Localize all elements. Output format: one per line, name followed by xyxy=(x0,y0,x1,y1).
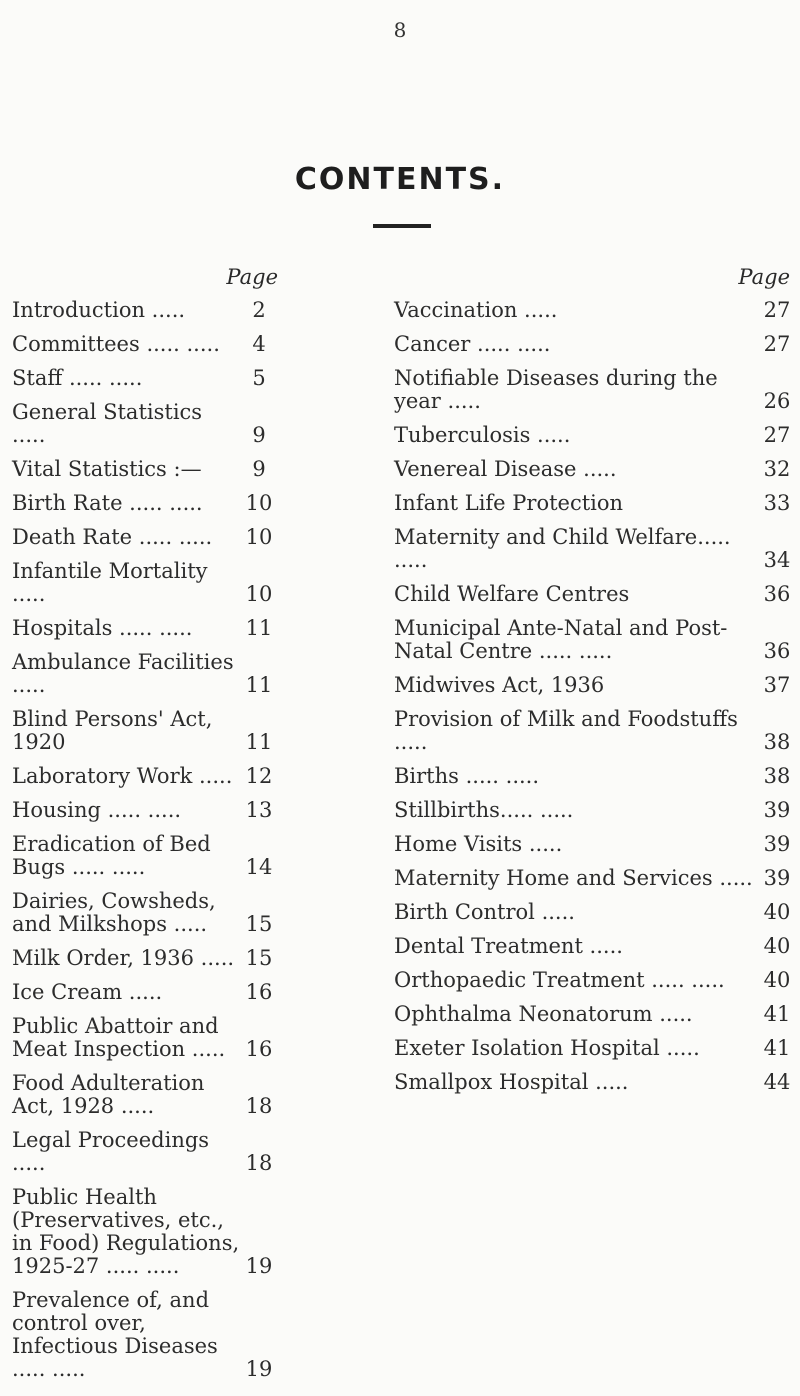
contents-entry xyxy=(12,799,338,822)
entry-label: Dairies, Cowsheds, and Milkshops ..... xyxy=(12,889,216,936)
entry-page-number: 39 xyxy=(763,832,791,856)
entry-page-number: 11 xyxy=(245,673,273,697)
contents-entry xyxy=(394,901,796,924)
entry-label: Laboratory Work ..... xyxy=(12,764,233,788)
entry-label: Vital Statistics :— xyxy=(12,457,202,481)
contents-entry xyxy=(12,890,338,936)
title-rule xyxy=(373,224,431,228)
entry-page-number: 26 xyxy=(763,389,791,413)
entry-page-number: 39 xyxy=(763,798,791,822)
entry-label: Provision of Milk and Foodstuffs ..... xyxy=(394,707,738,754)
contents-entry xyxy=(12,560,338,606)
entry-label: Housing ..... ..... xyxy=(12,798,182,822)
contents-entry xyxy=(12,1129,338,1175)
entry-page-number: 19 xyxy=(245,1254,273,1278)
entry-page-number: 38 xyxy=(763,730,791,754)
entry-page-number: 40 xyxy=(763,968,791,992)
contents-entry xyxy=(12,1015,338,1061)
entry-page-number: 2 xyxy=(252,298,266,322)
contents-entry xyxy=(12,947,338,970)
right-entry-list xyxy=(394,299,796,1094)
entry-label: Infantile Mortality ..... xyxy=(12,559,208,606)
contents-entry xyxy=(394,1003,796,1026)
entry-label: Midwives Act, 1936 xyxy=(394,673,605,697)
entry-page-number: 27 xyxy=(763,332,791,356)
entry-label: Public Health (Preservatives, etc., in Food) Regulations, 1925-27 ..... ..... xyxy=(12,1185,240,1278)
entry-label: Blind Persons' Act, 1920 xyxy=(12,707,213,754)
entry-page-number: 40 xyxy=(763,934,791,958)
contents-entry xyxy=(12,1072,338,1118)
entry-label: Venereal Disease ..... xyxy=(394,457,617,481)
entry-label: Ambulance Facilities ..... xyxy=(12,650,234,697)
entry-page-number: 44 xyxy=(763,1070,791,1094)
entry-page-number: 41 xyxy=(763,1036,791,1060)
entry-label: Smallpox Hospital ..... xyxy=(394,1070,629,1094)
entry-page-number: 39 xyxy=(763,866,791,890)
contents-entry xyxy=(12,833,338,879)
entry-page-number: 15 xyxy=(245,912,273,936)
contents-entry xyxy=(12,333,338,356)
entry-label: Infant Life Protection xyxy=(394,491,624,515)
entry-label: Staff ..... ..... xyxy=(12,366,143,390)
entry-label: Death Rate ..... ..... xyxy=(12,525,213,549)
entry-page-number: 5 xyxy=(252,366,266,390)
contents-entry xyxy=(394,674,796,697)
contents-entry xyxy=(394,617,796,663)
entry-page-number: 16 xyxy=(245,980,273,1004)
entry-page-number: 18 xyxy=(245,1151,273,1175)
entry-page-number: 40 xyxy=(763,900,791,924)
contents-entry xyxy=(12,401,338,447)
entry-page-number: 36 xyxy=(763,639,791,663)
contents-entry xyxy=(12,299,338,322)
entry-label: Maternity Home and Services ..... xyxy=(394,866,753,890)
entry-label: Eradication of Bed Bugs ..... ..... xyxy=(12,832,211,879)
entry-label: Cancer ..... ..... xyxy=(394,332,551,356)
entry-label: Exeter Isolation Hospital ..... xyxy=(394,1036,700,1060)
entry-label: Committees ..... ..... xyxy=(12,332,220,356)
entry-page-number: 19 xyxy=(245,1357,273,1381)
entry-label: Dental Treatment ..... xyxy=(394,934,623,958)
entry-label: Home Visits ..... xyxy=(394,832,563,856)
entry-page-number: 11 xyxy=(245,730,273,754)
page-column-header: Page xyxy=(226,265,278,289)
entry-label: Birth Control ..... xyxy=(394,900,575,924)
entry-label: Ice Cream ..... xyxy=(12,980,163,1004)
contents-entry xyxy=(12,651,338,697)
contents-entry xyxy=(394,458,796,481)
contents-entry xyxy=(394,1071,796,1094)
entry-label: Municipal Ante-Natal and Post-Natal Centre ..... ..... xyxy=(394,616,728,663)
contents-left-column xyxy=(12,266,338,1381)
entry-label: Ophthalma Neonatorum ..... xyxy=(394,1002,693,1026)
contents-entry xyxy=(12,458,338,481)
entry-label: Birth Rate ..... ..... xyxy=(12,491,203,515)
contents-entry xyxy=(394,492,796,515)
page-number: 8 xyxy=(393,18,407,42)
contents-entry xyxy=(394,867,796,890)
entry-label: Milk Order, 1936 ..... xyxy=(12,946,235,970)
entry-label: Vaccination ..... xyxy=(394,298,558,322)
entry-page-number: 18 xyxy=(245,1094,273,1118)
entry-page-number: 10 xyxy=(245,525,273,549)
contents-entry xyxy=(12,526,338,549)
entry-label: Prevalence of, and control over, Infectious Diseases ..... ..... xyxy=(12,1288,218,1381)
entry-page-number: 4 xyxy=(252,332,266,356)
entry-page-number: 10 xyxy=(245,582,273,606)
contents-entry xyxy=(394,1037,796,1060)
entry-page-number: 33 xyxy=(763,491,791,515)
contents-right-column xyxy=(394,266,796,1094)
entry-label: Food Adulteration Act, 1928 ..... xyxy=(12,1071,205,1118)
contents-entry xyxy=(12,367,338,390)
contents-entry xyxy=(394,333,796,356)
entry-page-number: 16 xyxy=(245,1037,273,1061)
entry-page-number: 13 xyxy=(245,798,273,822)
entry-page-number: 34 xyxy=(763,548,791,572)
entry-page-number: 15 xyxy=(245,946,273,970)
contents-entry xyxy=(394,799,796,822)
contents-entry xyxy=(394,708,796,754)
entry-label: Child Welfare Centres xyxy=(394,582,630,606)
entry-label: Orthopaedic Treatment ..... ..... xyxy=(394,968,725,992)
contents-entry xyxy=(12,765,338,788)
entry-page-number: 38 xyxy=(763,764,791,788)
entry-page-number: 9 xyxy=(252,423,266,447)
entry-page-number: 27 xyxy=(763,423,791,447)
entry-page-number: 41 xyxy=(763,1002,791,1026)
entry-page-number: 9 xyxy=(252,457,266,481)
entry-label: General Statistics ..... xyxy=(12,400,203,447)
left-entry-list xyxy=(12,299,338,1381)
entry-page-number: 27 xyxy=(763,298,791,322)
entry-page-number: 11 xyxy=(245,616,273,640)
entry-label: Stillbirths..... ..... xyxy=(394,798,574,822)
contents-entry xyxy=(394,424,796,447)
contents-entry xyxy=(394,526,796,572)
contents-entry xyxy=(12,981,338,1004)
entry-label: Legal Proceedings ..... xyxy=(12,1128,210,1175)
entry-page-number: 12 xyxy=(245,764,273,788)
page-column-header: Page xyxy=(738,265,790,289)
contents-entry xyxy=(394,583,796,606)
contents-entry xyxy=(394,935,796,958)
contents-entry xyxy=(12,1186,338,1278)
entry-label: Births ..... ..... xyxy=(394,764,540,788)
contents-entry xyxy=(394,299,796,322)
page-title: CONTENTS. xyxy=(294,162,506,197)
entry-label: Public Abattoir and Meat Inspection ..... xyxy=(12,1014,226,1061)
entry-page-number: 14 xyxy=(245,855,273,879)
entry-page-number: 10 xyxy=(245,491,273,515)
contents-entry xyxy=(12,708,338,754)
contents-entry xyxy=(12,617,338,640)
contents-entry xyxy=(394,969,796,992)
entry-page-number: 37 xyxy=(763,673,791,697)
contents-entry xyxy=(394,833,796,856)
entry-label: Introduction ..... xyxy=(12,298,186,322)
entry-label: Notifiable Diseases during the year ..... xyxy=(394,366,718,413)
entry-page-number: 32 xyxy=(763,457,791,481)
entry-label: Tuberculosis ..... xyxy=(394,423,571,447)
contents-entry xyxy=(394,367,796,413)
entry-label: Maternity and Child Welfare..... ..... xyxy=(394,525,731,572)
contents-entry xyxy=(12,1289,338,1381)
contents-entry xyxy=(394,765,796,788)
entry-page-number: 36 xyxy=(763,582,791,606)
contents-entry xyxy=(12,492,338,515)
entry-label: Hospitals ..... ..... xyxy=(12,616,193,640)
